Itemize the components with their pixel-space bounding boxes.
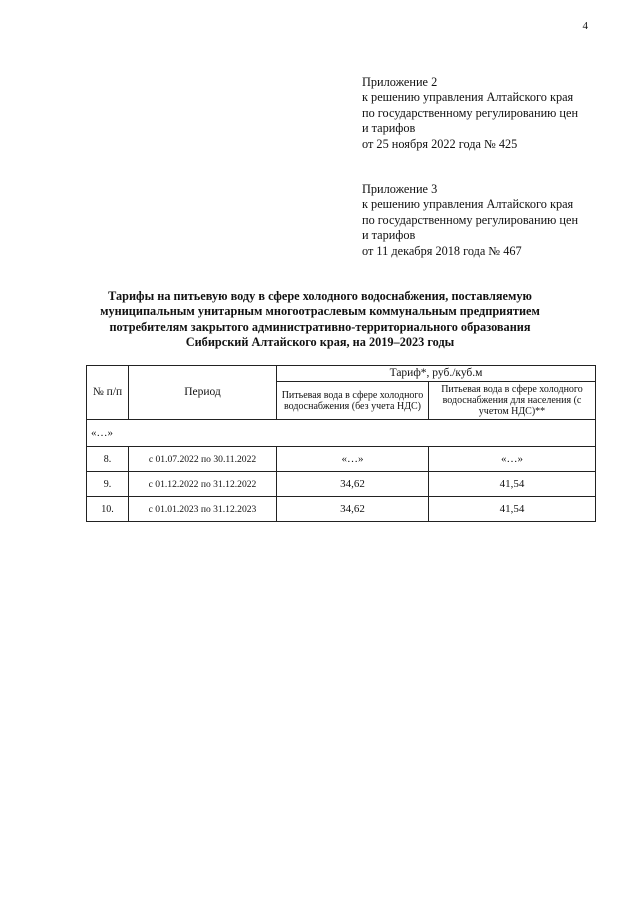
row-with-vat: «…» bbox=[429, 447, 596, 472]
header-tariff: Тариф*, руб./куб.м bbox=[277, 366, 596, 382]
appendix-3-line: от 11 декабря 2018 года № 467 bbox=[362, 243, 522, 258]
row-period: с 01.07.2022 по 30.11.2022 bbox=[129, 447, 277, 472]
row-no-vat: «…» bbox=[277, 447, 429, 472]
header-number: № п/п bbox=[87, 366, 129, 420]
appendix-3-line: Приложение 3 bbox=[362, 182, 438, 196]
header-no-vat: Питьевая вода в сфере холодного водоснабжения (без учета НДС) bbox=[277, 382, 429, 420]
table-row bbox=[87, 447, 596, 472]
appendix-3-line: и тарифов bbox=[362, 228, 416, 243]
row-with-vat: 41,54 bbox=[429, 472, 596, 497]
tariff-table bbox=[86, 365, 596, 522]
page-number: 4 bbox=[582, 20, 588, 32]
appendix-2-line: к решению управления Алтайского края bbox=[362, 90, 574, 105]
appendix-2-line: по государственному регулированию цен bbox=[362, 105, 579, 120]
header-with-vat: Питьевая вода в сфере холодного водоснабжения для населения (с учетом НДС)** bbox=[429, 382, 596, 420]
appendix-2-block bbox=[362, 75, 578, 152]
appendix-3-line: по государственному регулированию цен bbox=[362, 212, 579, 227]
row-number: 10. bbox=[87, 497, 129, 522]
appendix-3-block bbox=[362, 182, 578, 259]
appendix-2-line: Приложение 2 bbox=[362, 75, 438, 89]
row-no-vat: 34,62 bbox=[277, 497, 429, 522]
title-line: потребителям закрытого административно-территориального образования bbox=[109, 319, 531, 334]
header-period: Период bbox=[129, 366, 277, 420]
table-row bbox=[87, 472, 596, 497]
row-period: с 01.12.2022 по 31.12.2022 bbox=[129, 472, 277, 497]
appendix-3-line: к решению управления Алтайского края bbox=[362, 197, 574, 212]
appendix-2-line: и тарифов bbox=[362, 121, 416, 136]
title-line: Тарифы на питьевую воду в сфере холодного водоснабжения, поставляемую bbox=[108, 289, 532, 303]
row-with-vat: 41,54 bbox=[429, 497, 596, 522]
row-number: 9. bbox=[87, 472, 129, 497]
title-line: Сибирский Алтайского края, на 2019–2023 годы bbox=[185, 334, 455, 349]
table-row bbox=[87, 497, 596, 522]
row-no-vat: 34,62 bbox=[277, 472, 429, 497]
row-period: с 01.01.2023 по 31.12.2023 bbox=[129, 497, 277, 522]
row-number: 8. bbox=[87, 447, 129, 472]
appendix-2-line: от 25 ноября 2022 года № 425 bbox=[362, 136, 518, 151]
title-line: муниципальным унитарным многоотраслевым коммунальным предприятием bbox=[100, 304, 540, 319]
document-title bbox=[80, 289, 560, 350]
ellipsis-row: «…» bbox=[87, 420, 596, 447]
